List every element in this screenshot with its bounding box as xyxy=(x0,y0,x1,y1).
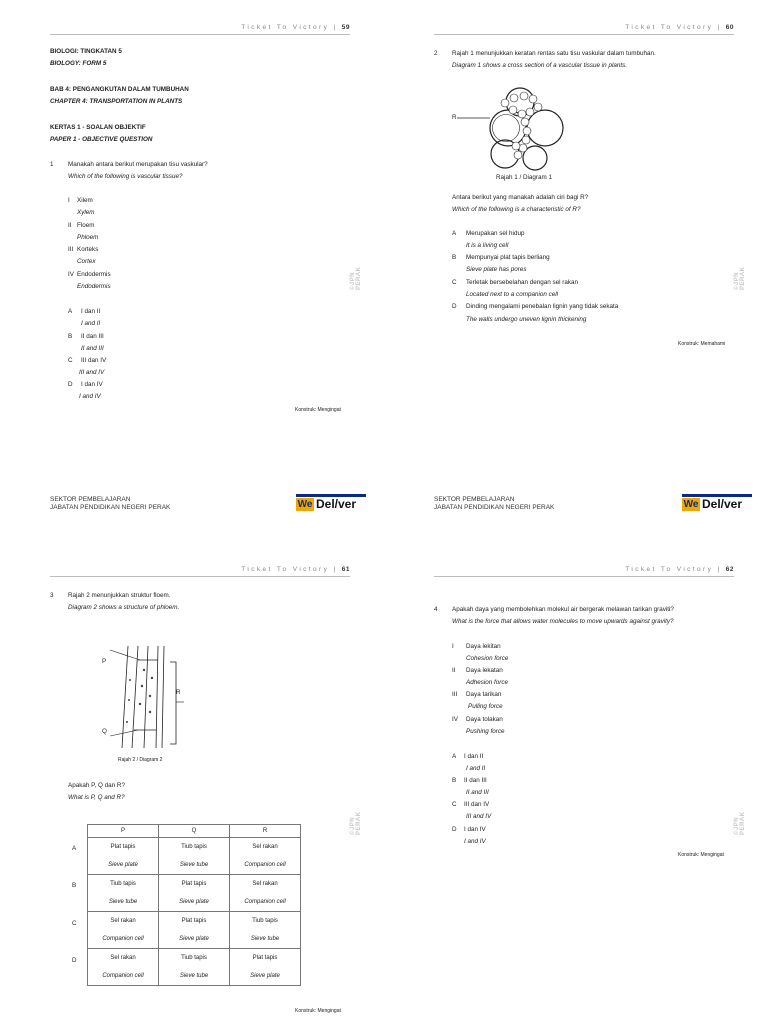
option-ms: Terletak bersebelahan dengan sel rakan xyxy=(466,279,579,286)
option-ms: III dan IV xyxy=(81,357,107,364)
header-rule xyxy=(50,34,350,35)
option-en: III and IV xyxy=(466,813,492,820)
paper-ms: KERTAS 1 - SOALAN OBJEKTIF xyxy=(50,124,146,131)
option-ms: Dinding mengalami penebalan lignin yang tidak sekata xyxy=(466,303,619,310)
option-ms: I dan IV xyxy=(464,826,486,833)
item-num: III xyxy=(452,691,458,698)
option-ms: Merupakan sel hidup xyxy=(466,230,525,237)
page-60 xyxy=(384,0,768,512)
option-letter: D xyxy=(452,826,457,833)
item-ms: Daya tolakan xyxy=(466,716,503,723)
intro-ms: Rajah 2 menunjukkan struktur floem. xyxy=(68,592,171,599)
option-ms: Mempunyai plat tapis berliang xyxy=(466,254,550,261)
option-en: II and III xyxy=(466,789,489,796)
table-row: Plat tapis Sieve plate Tiub tapis Sieve tube Sel rakan Companion cell xyxy=(88,838,301,875)
option-en: It is a living cell xyxy=(466,242,509,249)
diagram-caption: Rajah 2 / Diagram 2 xyxy=(118,757,163,763)
item-num: II xyxy=(452,667,456,674)
option-en: The walls undergo uneven lignin thickening xyxy=(466,316,587,323)
table-header: R xyxy=(230,825,301,838)
item-num: I xyxy=(68,197,70,204)
chapter-ms: BAB 4: PENGANGKUTAN DALAM TUMBUHAN xyxy=(50,86,189,93)
item-en: Adhesion force xyxy=(466,679,509,686)
watermark: ©JPN PERAK xyxy=(734,266,746,290)
option-ms: II dan III xyxy=(464,777,487,784)
question-number: 1 xyxy=(50,161,54,168)
row-letter: A xyxy=(72,845,77,852)
item-num: IV xyxy=(452,716,458,723)
option-en: I and II xyxy=(466,765,486,772)
option-en: I and IV xyxy=(79,393,101,400)
row-letter: C xyxy=(72,920,77,927)
label-q: Q xyxy=(102,728,107,735)
item-ms: Xilem xyxy=(77,197,93,204)
item-en: Cortex xyxy=(77,258,96,265)
footer-line-2: JABATAN PENDIDIKAN NEGERI PERAK xyxy=(434,503,555,511)
option-letter: C xyxy=(452,279,457,286)
item-num: I xyxy=(452,643,454,650)
construct-label: Konstruk: Mengingat xyxy=(295,407,341,413)
we-deliver-logo: We Del/ver xyxy=(682,494,752,512)
header-rule xyxy=(434,576,734,577)
item-en: Endodermis xyxy=(77,283,111,290)
option-letter: C xyxy=(68,357,73,364)
option-ms: I dan IV xyxy=(81,381,103,388)
watermark: ©JPN PERAK xyxy=(350,266,362,290)
question-text-en: Which of the following is a characteristic of R? xyxy=(452,206,581,213)
row-letter: D xyxy=(72,957,77,964)
option-ms: III dan IV xyxy=(464,801,490,808)
item-ms: Floem xyxy=(77,222,95,229)
page-number: 61 xyxy=(341,566,350,573)
footer-text xyxy=(434,496,554,511)
intro-en: Diagram 2 shows a structure of phloem. xyxy=(68,604,180,611)
header-rule xyxy=(434,34,734,35)
question-text-ms: Manakah antara berikut merupakan tisu vaskular? xyxy=(68,161,208,168)
row-letter: B xyxy=(72,882,77,889)
item-ms: Endodermis xyxy=(77,271,111,278)
page-62 xyxy=(384,512,768,1024)
question-text-ms: Apakah daya yang membolehkan molekul air bergerak melawan tarikan graviti? xyxy=(452,606,674,613)
item-en: Pushing force xyxy=(466,728,505,735)
option-letter: A xyxy=(452,230,457,237)
item-en: Xylem xyxy=(77,209,95,216)
page-header: Ticket To Victory | 61 xyxy=(241,566,350,573)
page-61 xyxy=(0,512,384,1024)
construct-label: Konstruk: Memahami xyxy=(678,341,726,347)
item-num: IV xyxy=(68,271,74,278)
option-letter: B xyxy=(452,777,457,784)
question-text-en: What is P, Q and R? xyxy=(68,794,125,801)
option-letter: C xyxy=(452,801,457,808)
chapter-en: CHAPTER 4: TRANSPORTATION IN PLANTS xyxy=(50,98,183,105)
question-number: 2 xyxy=(434,50,438,57)
question-text-ms: Apakah P, Q dan R? xyxy=(68,782,125,789)
table-header: P xyxy=(88,825,159,838)
label-p: P xyxy=(102,658,107,665)
question-text-en: What is the force that allows water molecules to move upwards against gravity? xyxy=(452,618,674,625)
footer-line-1: SEKTOR PEMBELAJARAN xyxy=(50,496,131,503)
paper-en: PAPER 1 - OBJECTIVE QUESTION xyxy=(50,136,153,143)
item-en: Pulling force xyxy=(468,703,503,710)
we-deliver-logo: We Del/ver xyxy=(296,494,366,512)
footer-text xyxy=(50,496,170,511)
table-row: Sel rakan Companion cell Tiub tapis Sieve tube Plat tapis Sieve plate xyxy=(88,949,301,986)
option-en: I and IV xyxy=(464,838,486,845)
subject-en: BIOLOGY: FORM 5 xyxy=(50,60,107,67)
watermark: ©JPN PERAK xyxy=(734,811,746,835)
option-letter: A xyxy=(452,753,457,760)
page-number: 62 xyxy=(725,566,734,573)
header-rule xyxy=(50,576,350,577)
option-ms: I dan II xyxy=(464,753,484,760)
option-en: Sieve plate has pores xyxy=(466,266,527,273)
question-text-ms: Antara berikut yang manakah adalah ciri bagi R? xyxy=(452,194,589,201)
construct-label: Konstruk: Mengingat xyxy=(678,852,724,858)
option-letter: A xyxy=(68,308,73,315)
page-number: 59 xyxy=(341,24,350,31)
diagram-1-xylem-cross-section xyxy=(450,86,570,174)
option-letter: D xyxy=(68,381,73,388)
table-header: Q xyxy=(159,825,230,838)
option-en: II and III xyxy=(81,345,104,352)
option-letter: D xyxy=(452,303,457,310)
label-r: R xyxy=(452,114,457,121)
option-letter: B xyxy=(68,333,73,340)
item-ms: Daya lekatan xyxy=(466,667,503,674)
footer-line-1: SEKTOR PEMBELAJARAN xyxy=(434,496,515,503)
intro-en: Diagram 1 shows a cross section of a vascular tissue in plants. xyxy=(452,62,627,69)
answer-table xyxy=(87,824,301,986)
item-en: Phloem xyxy=(77,234,99,241)
item-en: Cohesion force xyxy=(466,655,509,662)
page-header: Ticket To Victory | 62 xyxy=(625,566,734,573)
option-en: I and II xyxy=(81,320,101,327)
option-en: III and IV xyxy=(79,369,105,376)
question-number: 4 xyxy=(434,606,438,613)
table-row: Sel rakan Companion cell Plat tapis Sieve plate Tiub tapis Sieve tube xyxy=(88,912,301,949)
item-ms: Daya tarikan xyxy=(466,691,502,698)
page-header: Ticket To Victory | 59 xyxy=(241,24,350,31)
option-en: Located next to a companion cell xyxy=(466,291,559,298)
diagram-caption: Rajah 1 / Diagram 1 xyxy=(496,174,552,181)
option-letter: B xyxy=(452,254,457,261)
item-num: II xyxy=(68,222,72,229)
item-ms: Daya lekitan xyxy=(466,643,501,650)
footer-line-2: JABATAN PENDIDIKAN NEGERI PERAK xyxy=(50,503,171,511)
page-59 xyxy=(0,0,384,512)
construct-label: Konstruk: Mengingat xyxy=(295,1008,341,1014)
subject-ms: BIOLOGI: TINGKATAN 5 xyxy=(50,48,122,55)
option-ms: II dan III xyxy=(81,333,104,340)
question-text-en: Which of the following is vascular tissue? xyxy=(68,173,183,180)
question-number: 3 xyxy=(50,592,54,599)
table-row: Tiub tapis Sieve tube Plat tapis Sieve plate Sel rakan Companion cell xyxy=(88,875,301,912)
option-ms: I dan II xyxy=(81,308,101,315)
item-num: III xyxy=(68,246,74,253)
label-r: R xyxy=(176,689,181,696)
intro-ms: Rajah 1 menunjukkan keratan rentas satu tisu vaskular dalam tumbuhan. xyxy=(452,50,656,57)
item-ms: Korteks xyxy=(77,246,99,253)
page-header: Ticket To Victory | 60 xyxy=(625,24,734,31)
page-number: 60 xyxy=(725,24,734,31)
watermark: ©JPN PERAK xyxy=(350,811,362,835)
